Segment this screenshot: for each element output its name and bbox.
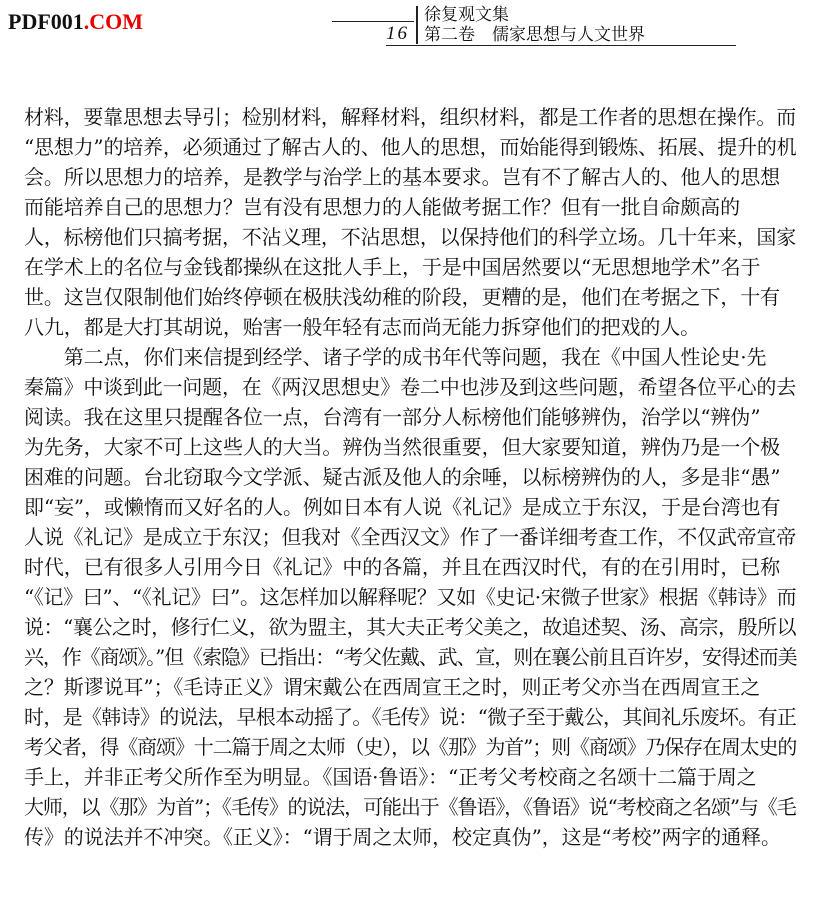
text-line: 手上，并非正考父所作至为明显。《国语·鲁语》：“正考父考校商之名颂十二篇于周之 — [24, 765, 757, 789]
text-line: 在学术上的名位与金钱都操纵在这批人手上，于是中国居然要以“无思想地学术”名于 — [24, 255, 761, 279]
text-line: “《记》曰”、“《礼记》曰”。这怎样加以解释呢？又如《史记·宋微子世家》根据《韩诗》而 — [24, 585, 797, 609]
watermark-logo — [8, 10, 143, 34]
text-line: 大师，以《那》为首”；《毛传》的说法，可能出于《鲁语》，《鲁语》说“考校商之名颂”与《毛 — [24, 795, 796, 819]
text-line: 会。所以思想力的培养，是教学与治学上的基本要求。岂有不了解古人的、他人的思想 — [24, 165, 780, 189]
text-line: 时，是《韩诗》的说法，早根本动摇了。《毛传》说：“微子至于戴公，其间礼乐废坏。有正 — [24, 705, 797, 729]
text-line: 人说《礼记》是成立于东汉；但我对《全西汉文》作了一番详细考查工作，不仅武帝宣帝 — [24, 525, 796, 549]
text-line: 秦篇》中谈到此一问题，在《两汉思想史》卷二中也涉及到这些问题，希望各位平心的去 — [24, 375, 796, 399]
running-head-rule-top — [332, 21, 414, 22]
text-line: 材料，要靠思想去导引；检别材料，解释材料，组织材料，都是工作者的思想在操作。而 — [24, 105, 796, 129]
text-line: 人，标榜他们只搞考据，不沾义理，不沾思想，以保持他们的科学立场。几十年来，国家 — [24, 225, 796, 249]
text-line: 即“妄”，或懒惰而又好名的人。例如日本有人说《礼记》是成立于东汉，于是台湾也有 — [24, 495, 781, 519]
text-line: 而能培养自己的思想力？岂有没有思想力的人能做考据工作？但有一批自命颇高的 — [24, 195, 740, 219]
text-line: 阅读。我在这里只提醒各位一点，台湾有一部分人标榜他们能够辨伪，治学以“辨伪” — [24, 405, 761, 429]
text-line: 传》的说法并不冲突。《正义》：“谓于周之太师，校定真伪”，这是“考校”两字的通释。 — [24, 825, 781, 849]
text-line: 为先务，大家不可上这些人的大当。辨伪当然很重要，但大家要知道，辨伪乃是一个极 — [24, 435, 780, 459]
watermark-site-name: PDF001 — [8, 9, 84, 34]
text-line: 世。这岂仅限制他们始终停顿在极肤浅幼稚的阶段，更糟的是，他们在考据之下，十有 — [24, 285, 780, 309]
text-line: 第二点，你们来信提到经学、诸子学的成书年代等问题，我在《中国人性论史·先 — [24, 345, 767, 369]
series-title: 徐复观文集 — [424, 5, 509, 25]
text-line: 时代，已有很多人引用今日《礼记》中的各篇，并且在西汉时代，有的在引用时，已称 — [24, 555, 780, 579]
text-line: 之？斯谬说耳”；《毛诗正义》谓宋戴公在西周宣王之时，则正考父亦当在西周宣王之 — [24, 675, 761, 699]
text-line: 考父者，得《商颂》十二篇于周之太师（史），以《那》为首”；则《商颂》乃保存在周太史的 — [24, 735, 797, 759]
text-line: “思想力”的培养，必须通过了解古人的、他人的思想，而始能得到锻炼、拓展、提升的机 — [24, 135, 797, 159]
text-line: 说：“襄公之时，修行仁义，欲为盟主，其大夫正考父美之，故追述契、汤、高宗，殷所以 — [24, 615, 797, 639]
running-head-rule-bottom — [386, 45, 736, 46]
watermark-site-suffix: .COM — [83, 9, 144, 34]
running-head — [332, 4, 752, 46]
text-line: 困难的问题。台北窃取今文学派、疑古派及他人的余唾，以标榜辨伪的人，多是非“愚” — [24, 465, 781, 489]
volume-title: 第二卷 儒家思想与人文世界 — [424, 25, 645, 45]
running-head-divider — [416, 6, 418, 44]
page-number: 16 — [386, 23, 409, 44]
body-text — [24, 102, 800, 852]
text-line: 八九，都是大打其胡说，贻害一般年轻有志而尚无能力拆穿他们的把戏的人。 — [24, 315, 700, 339]
text-line: 兴，作《商颂》。”但《索隐》已指出：“考父佐戴、武、宣，则在襄公前且百许岁，安得述而美 — [24, 645, 797, 669]
